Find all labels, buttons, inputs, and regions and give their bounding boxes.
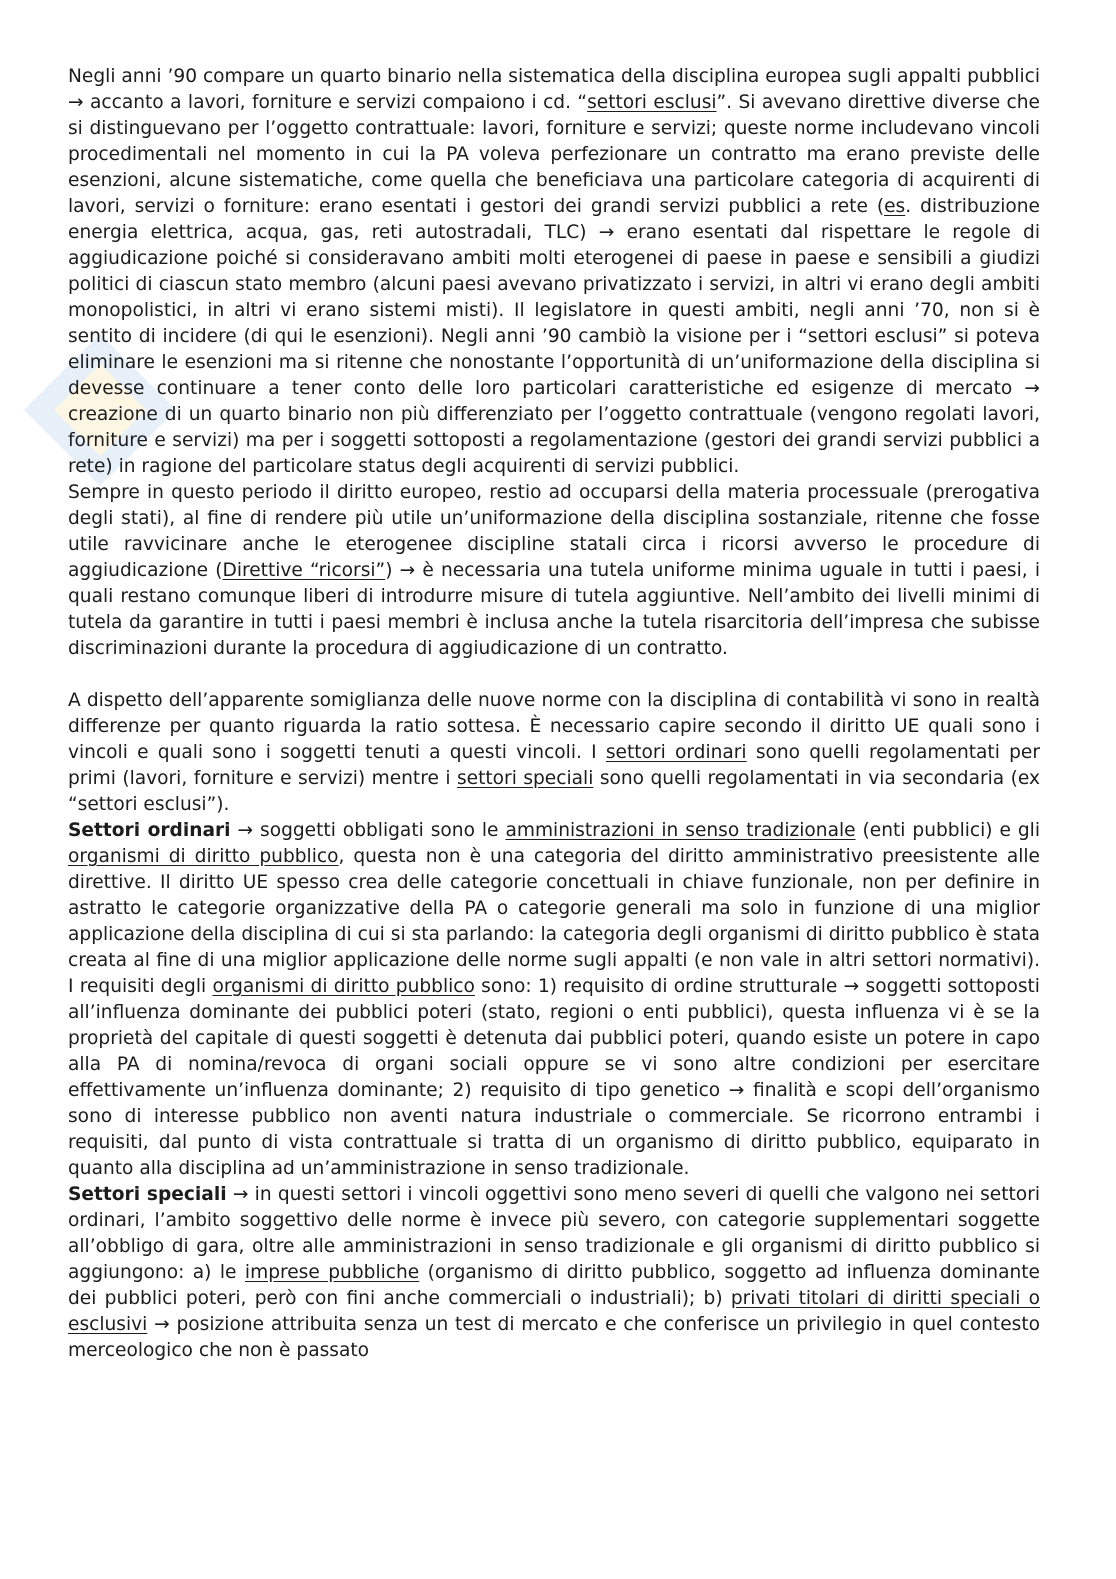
paragraph-text: sono quelli regolamentati in via secondaria (ex “settori esclusi”). [68,768,1040,815]
underlined-term: settori esclusi [587,92,717,113]
paragraph-text: (organismo di diritto pubblico, soggetto ad influenza dominante dei pubblici poteri, però con fini anche commerciali o industriali); b) [68,1262,1040,1309]
paragraph-text: ”. Si avevano direttive diverse che si distinguevano per l’oggetto contrattuale: lavori, forniture e servizi; queste norme includevano vincoli procedimentali nel momento in cui la PA voleva perfezionare un contratto ma erano previste delle esenzioni, alcune sistematiche, come quella che beneficiava una particolare categoria di acquirenti di lavori, servizi o forniture: erano esentati i gestori dei grandi servizi pubblici a rete ( [68,92,1040,217]
paragraph-text: , questa non è una categoria del diritto amministrativo preesistente alle direttive. Il diritto UE spesso crea delle categorie concettuali in chiave funzionale, non per definire in astratto le categorie organizzative della PA o categorie generali ma solo in funzione di una miglior applicazione della disciplina di cui si sta parlando: la categoria degli organismi di diritto pubblico è stata creata al fine di una miglior applicazione delle norme sugli appalti (e non vale in altri settori normativi). I requisiti degli [68,846,1040,997]
underlined-term: imprese pubbliche [244,1262,420,1283]
paragraph-text: A dispetto dell’apparente somiglianza delle nuove norme con la disciplina di contabilità vi sono in realtà differenze per quanto riguarda la ratio sottesa. È necessario capire secondo il diritto UE quali sono i vincoli e quali sono i soggetti tenuti a questi vincoli. I [68,690,1040,763]
body-paragraph [68,818,1040,1182]
paragraph-text: ) → è necessaria una tutela uniforme minima uguale in tutti i paesi, i quali restano comunque liberi di introdurre misure di tutela aggiuntive. Nell’ambito dei livelli minimi di tutela da garantire in tutti i paesi membri è inclusa anche la tutela risarcitoria dell’impresa che subisse discriminazioni durante la procedura di aggiudicazione di un contratto. [68,560,1041,659]
body-paragraph [68,480,1040,662]
body-paragraph [68,64,1040,480]
paragraph-text: (enti pubblici) e gli [855,820,1041,841]
paragraph-text: sono quelli regolamentati per primi (lavori, forniture e servizi) mentre i [68,742,1040,789]
paragraph-text: Negli anni ’90 compare un quarto binario nella sistematica della disciplina europea sugli appalti pubblici → accanto a lavori, forniture e servizi compaiono i cd. “ [68,66,1040,113]
underlined-term: settori ordinari [605,742,747,763]
bold-heading: Settori ordinari [68,820,231,841]
document-page [68,64,1040,1364]
underlined-term: amministrazioni in senso tradizionale [505,820,856,841]
underlined-term: settori speciali [456,768,594,789]
bold-heading: Settori speciali [68,1184,227,1205]
underlined-term: es [884,196,906,217]
paragraph-text: . distribuzione energia elettrica, acqua, gas, reti autostradali, TLC) → erano esentati dal rispettare le regole di aggiudicazione poiché si consideravano ambiti molti eterogenei di paese in paese e sensibili a giudizi politici di ciascun stato membro (alcuni paesi avevano privatizzato i servizi, in altri vi erano degli ambiti monopolistici, in altri vi erano sistemi misti). Il legislatore in questi ambiti, negli anni ’70, non si è sentito di incidere (di qui le esenzioni). Negli anni ’90 cambiò la visione per i “settori esclusi” si poteva eliminare le esenzioni ma si ritenne che nonostante l’opportunità di un’uniformazione della disciplina si devesse continuare a tener conto delle loro particolari caratteristiche ed esigenze di mercato → creazione di un quarto binario non più differenziato per l’oggetto contrattuale (vengono regolati lavori, forniture e servizi) ma per i soggetti sottoposti a regolamentazione (gestori dei grandi servizi pubblici a rete) in ragione del particolare status degli acquirenti di servizi pubblici. [68,196,1040,477]
underlined-term: organismi di diritto pubblico [68,846,339,867]
paragraph-text: sono: 1) requisito di ordine strutturale → soggetti sottoposti all’influenza dominante dei pubblici poteri (stato, regioni o enti pubblici), questa influenza vi è se la proprietà del capitale di questi soggetti è detenuta dai pubblici poteri, quando esiste un potere in capo alla PA di nomina/revoca di organi sociali oppure se vi sono altre condizioni per esercitare effettivamente un’influenza dominante; 2) requisito di tipo genetico → finalità e scopi dell’organismo sono di interesse pubblico non aventi natura industriale o commerciale. Se ricorrono entrambi i requisiti, dal punto di vista contrattuale si tratta di un organismo di diritto pubblico, equiparato in quanto alla disciplina ad un’amministrazione in senso tradizionale. [68,976,1040,1179]
paragraph-text: → posizione attribuita senza un test di mercato e che conferisce un privilegio in quel contesto merceologico che non è passato [68,1314,1040,1361]
underlined-term: privati titolari di diritti speciali o esclusivi [68,1288,1040,1335]
paragraph-text: Sempre in questo periodo il diritto europeo, restio ad occuparsi della materia processuale (prerogativa degli stati), al fine di rendere più utile un’uniformazione della disciplina sostanziale, ritenne che fosse utile ravvicinare anche le eterogenee discipline statali circa i ricorsi avverso le procedure di aggiudicazione ( [68,482,1040,581]
underlined-term: organismi di diritto pubblico [212,976,475,997]
paragraph-text: → in questi settori i vincoli oggettivi sono meno severi di quelli che valgono nei settori ordinari, l’ambito soggettivo delle norme è invece più severo, con categorie supplementari soggette all’obbligo di gara, oltre alle amministrazioni in senso tradizionale e gli organismi di diritto pubblico si aggiungono: a) le [68,1184,1040,1283]
underlined-term: Direttive “ricorsi” [222,560,386,581]
body-paragraph [68,1182,1040,1364]
paragraph-text: → soggetti obbligati sono le [230,820,506,841]
body-paragraph [68,688,1040,818]
